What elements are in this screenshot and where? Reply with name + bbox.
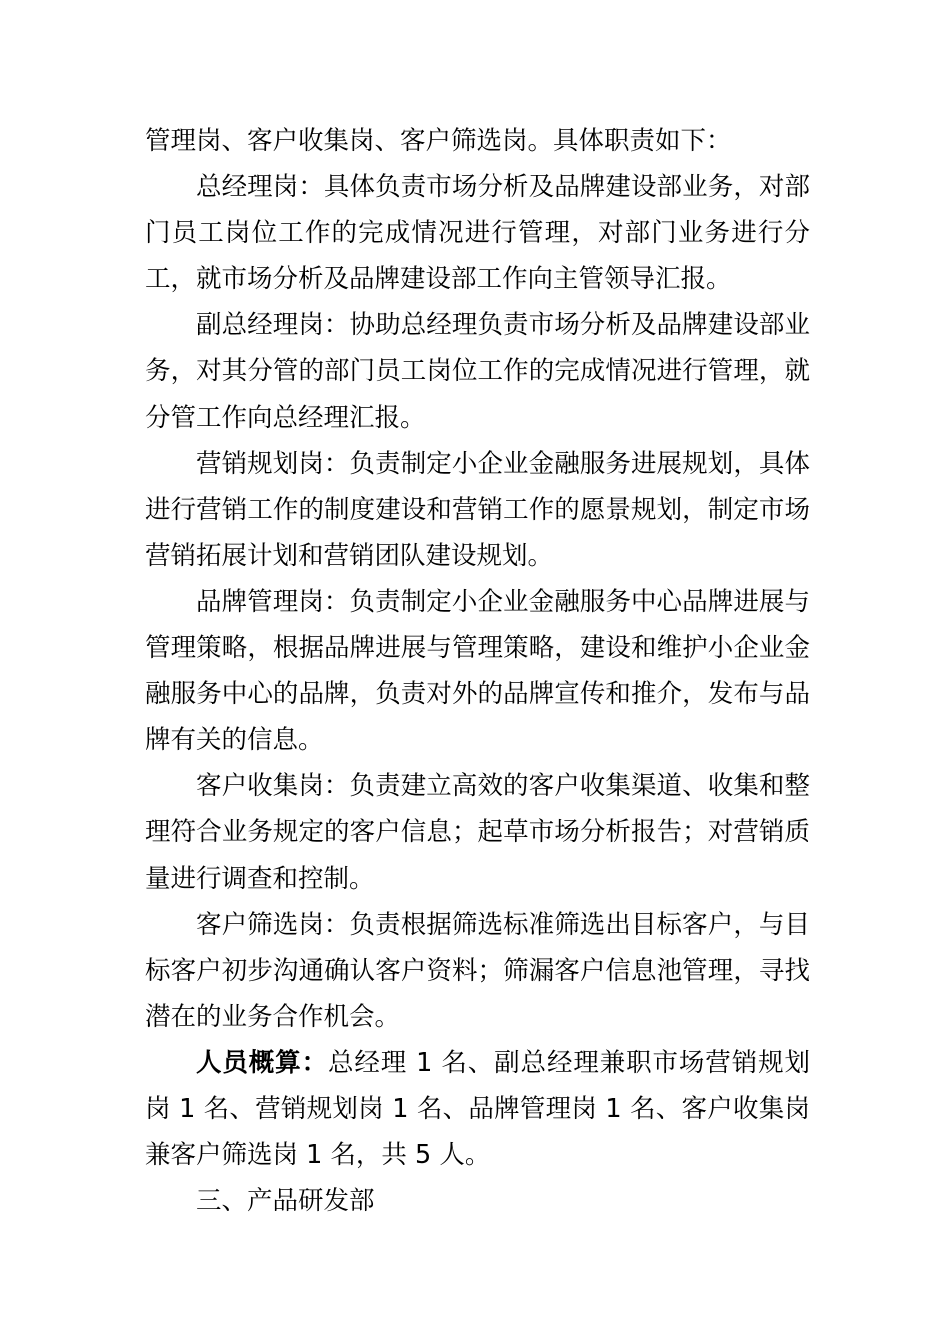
paragraph-staffing-estimate [145,1040,810,1178]
paragraph-brand-management: 品牌管理岗：负责制定小企业金融服务中心品牌进展与管理策略，根据品牌进展与管理策略，建设和维护小企业金融服务中心的品牌，负责对外的品牌宣传和推介，发布与品牌有关的信息。 [145,586,810,756]
section-heading-product-rnd: 三、产品研发部 [196,1186,375,1217]
paragraph-deputy-general-manager: 副总经理岗：协助总经理负责市场分析及品牌建设部业务，对其分管的部门员工岗位工作的完成情况进行管理，就分管工作向总经理汇报。 [145,310,810,433]
paragraph-general-manager: 总经理岗：具体负责市场分析及品牌建设部业务，对部门员工岗位工作的完成情况进行管理，对部门业务进行分工，就市场分析及品牌建设部工作向主管领导汇报。 [145,172,810,295]
document-body [145,118,810,1224]
staffing-estimate-label: 人员概算： [196,1047,328,1078]
paragraph-customer-screening: 客户筛选岗：负责根据筛选标准筛选出目标客户，与目标客户初步沟通确认客户资料；筛漏客户信息池管理，寻找潜在的业务合作机会。 [145,909,810,1032]
paragraph-customer-collection: 客户收集岗：负责建立高效的客户收集渠道、收集和整理符合业务规定的客户信息；起草市场分析报告；对营销质量进行调查和控制。 [145,771,810,894]
paragraph-marketing-planning: 营销规划岗：负责制定小企业金融服务进展规划，具体进行营销工作的制度建设和营销工作的愿景规划，制定市场营销拓展计划和营销团队建设规划。 [145,448,810,571]
staffing-estimate-text: 总经理 1 名、副总经理兼职市场营销规划岗 1 名、营销规划岗 1 名、品牌管理岗 1 名、客户收集岗兼客户筛选岗 1 名，共 5 人。 [145,1047,810,1171]
paragraph-continuation: 管理岗、客户收集岗、客户筛选岗。具体职责如下： [145,126,732,156]
